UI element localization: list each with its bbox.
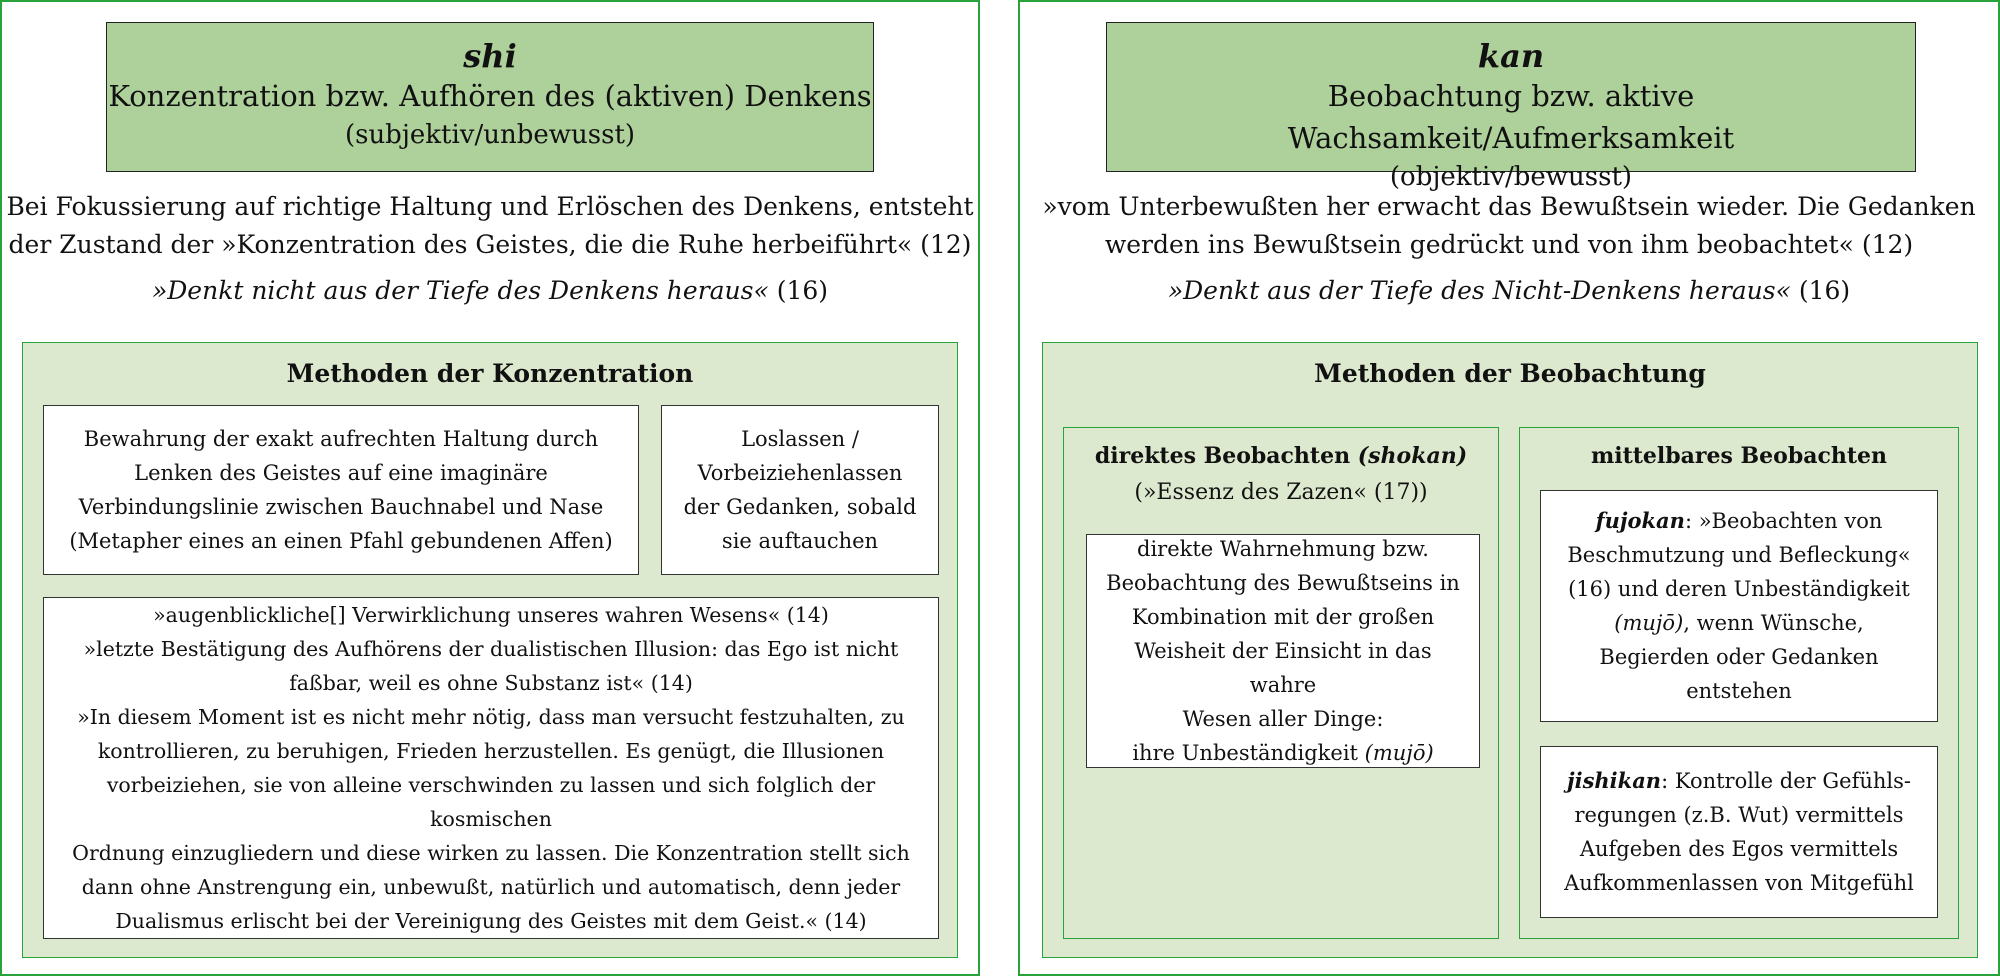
letting-go-line1: Loslassen / <box>741 427 859 451</box>
shi-header <box>106 22 874 172</box>
kan-subtitle: (objektiv/bewusst) <box>1389 162 1633 192</box>
right-panel-kan <box>1018 0 2000 976</box>
fujokan-mujo: (mujō) <box>1614 611 1684 635</box>
indirect-observation-title <box>1520 438 1958 475</box>
fujokan-line4: , wenn Wünsche, <box>1683 611 1864 635</box>
realization-line6: vorbeiziehen, sie von alleine verschwinden zu lassen und sich folglich der kosmischen <box>106 773 876 831</box>
kan-title: Beobachtung bzw. aktive Wachsamkeit/Aufmerksamkeit <box>1287 79 1735 155</box>
jishikan-line1: : Kontrolle der Gefühls- <box>1661 769 1911 793</box>
shi-intro-line2: der Zustand der »Konzentration des Geistes, die die Ruhe herbeiführt« (12) <box>8 230 972 259</box>
realization-line7: Ordnung einzugliedern und diese wirken zu lassen. Die Konzentration stellt sich <box>72 841 910 865</box>
kan-intro-line2: werden ins Bewußtsein gedrückt und von ihm beobachtet« (12) <box>1104 230 1914 259</box>
shi-subtitle: (subjektiv/unbewusst) <box>344 120 636 150</box>
jishikan-term: jishikan <box>1567 768 1662 793</box>
realization-box <box>43 597 939 939</box>
kan-quote-ref: (16) <box>1790 276 1851 305</box>
indirect-observation-label: mittelbares Beobachten <box>1590 443 1888 469</box>
jishikan-line3: Aufgeben des Egos vermittels <box>1579 837 1899 861</box>
realization-line3: faßbar, weil es ohne Substanz ist« (14) <box>289 671 693 695</box>
observation-methods <box>1042 342 1978 958</box>
direct-line1: direkte Wahrnehmung bzw. <box>1137 537 1429 561</box>
concentration-methods <box>22 342 958 958</box>
kan-quote-text: »Denkt aus der Tiefe des Nicht-Denkens heraus« <box>1167 276 1791 305</box>
observation-methods-title: Methoden der Beobachtung <box>1314 359 1706 388</box>
posture-line3: Verbindungslinie zwischen Bauchnabel und Nase <box>78 495 604 519</box>
direct-observation-subtitle: (»Essenz des Zazen« (17)) <box>1134 480 1428 505</box>
direct-line2: Beobachtung des Bewußtseins in <box>1106 571 1460 595</box>
kan-intro <box>1020 188 1998 264</box>
shi-intro <box>2 188 978 264</box>
direct-line4: Weisheit der Einsicht in das wahre <box>1134 639 1432 697</box>
posture-line1: Bewahrung der exakt aufrechten Haltung durch <box>83 427 599 451</box>
kan-quote <box>1020 272 1998 310</box>
indirect-observation-box <box>1519 427 1959 939</box>
shi-term: shi <box>463 37 517 75</box>
posture-method-box <box>43 405 639 575</box>
fujokan-line1: : »Beobachten von <box>1684 509 1883 533</box>
fujokan-line6: entstehen <box>1686 679 1792 703</box>
realization-line9: Dualismus erlischt bei der Vereinigung des Geistes mit dem Geist.« (14) <box>115 909 867 933</box>
left-panel-shi <box>0 0 980 976</box>
kan-term: kan <box>1477 37 1545 75</box>
realization-line8: dann ohne Anstrengung ein, unbewußt, natürlich und automatisch, denn jeder <box>81 875 901 899</box>
shi-intro-line1: Bei Fokussierung auf richtige Haltung und Erlöschen des Denkens, entsteht <box>6 192 974 221</box>
jishikan-box <box>1540 746 1938 918</box>
letting-go-line4: sie auftauchen <box>721 529 879 553</box>
letting-go-method-box <box>661 405 939 575</box>
realization-line4: »In diesem Moment ist es nicht mehr nötig, dass man versucht festzuhalten, zu <box>77 705 905 729</box>
concentration-methods-title: Methoden der Konzentration <box>286 359 694 388</box>
shi-title: Konzentration bzw. Aufhören des (aktiven) Denkens <box>108 79 872 113</box>
kan-intro-line1: »vom Unterbewußten her erwacht das Bewußtsein wieder. Die Gedanken <box>1042 192 1976 221</box>
realization-line2: »letzte Bestätigung des Aufhörens der dualistischen Illusion: das Ego ist nicht <box>83 637 899 661</box>
shokan-term: (shokan) <box>1357 443 1468 469</box>
jishikan-line4: Aufkommenlassen von Mitgefühl <box>1564 871 1914 895</box>
fujokan-line3: (16) und deren Unbeständigkeit <box>1568 577 1910 601</box>
direct-perception-box <box>1086 534 1480 768</box>
realization-line1: »augenblickliche[] Verwirklichung unseres wahren Wesens« (14) <box>153 603 829 627</box>
direct-observation-box <box>1063 427 1499 939</box>
fujokan-box <box>1540 490 1938 722</box>
shi-quote-ref: (16) <box>768 276 829 305</box>
shi-quote <box>2 272 978 310</box>
posture-line4: (Metapher eines an einen Pfahl gebundenen Affen) <box>69 529 613 553</box>
fujokan-line5: Begierden oder Gedanken <box>1599 645 1879 669</box>
jishikan-line2: regungen (z.B. Wut) vermittels <box>1574 803 1904 827</box>
direct-line5: Wesen aller Dinge: <box>1182 707 1384 731</box>
posture-line2: Lenken des Geistes auf eine imaginäre <box>134 461 548 485</box>
shi-quote-text: »Denkt nicht aus der Tiefe des Denkens heraus« <box>151 276 769 305</box>
direct-observation-title <box>1064 438 1498 511</box>
fujokan-term: fujokan <box>1595 508 1685 533</box>
realization-line5: kontrollieren, zu beruhigen, Frieden herzustellen. Es genügt, die Illusionen <box>97 739 885 763</box>
letting-go-line2: Vorbeiziehenlassen <box>697 461 903 485</box>
kan-header <box>1106 22 1916 192</box>
mujo-term: (mujō) <box>1364 741 1434 765</box>
direct-observation-label: direktes Beobachten <box>1094 443 1358 469</box>
direct-line6: ihre Unbeständigkeit <box>1132 741 1365 765</box>
letting-go-line3: der Gedanken, sobald <box>683 495 917 519</box>
direct-line3: Kombination mit der großen <box>1131 605 1435 629</box>
fujokan-line2: Beschmutzung und Befleckung« <box>1567 543 1911 567</box>
